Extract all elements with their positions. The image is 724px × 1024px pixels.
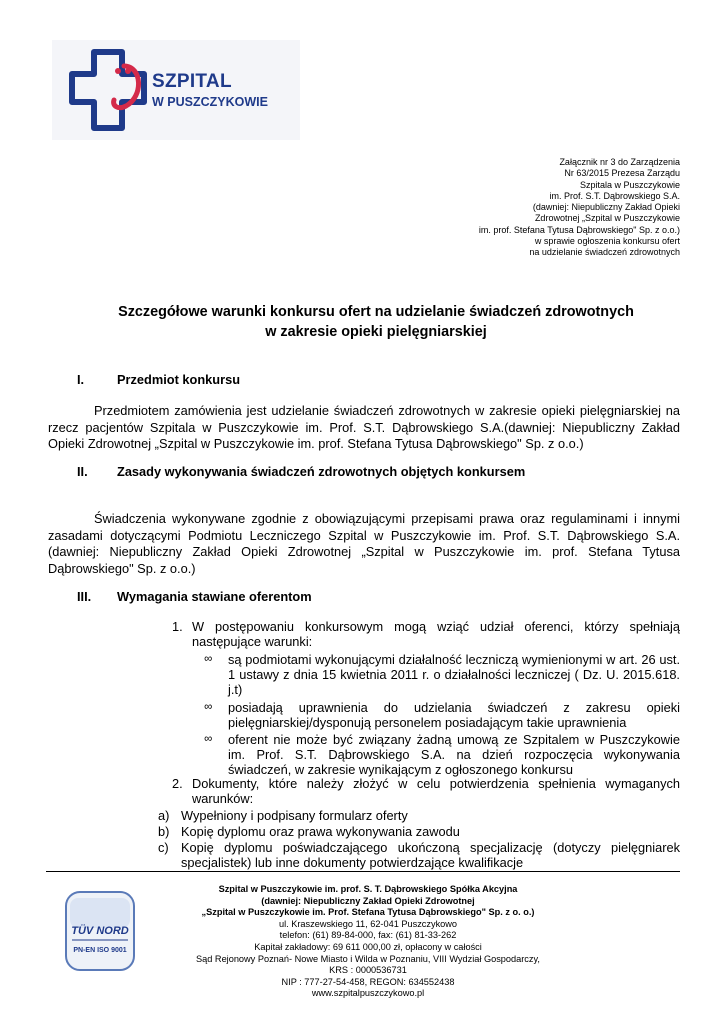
annex-line: im. Prof. S.T. Dąbrowskiego S.A. (549, 190, 680, 201)
cert-name: TÜV NORD (71, 925, 129, 937)
footer (158, 884, 578, 1000)
list-item (204, 652, 680, 698)
section-number: II. (77, 464, 88, 479)
list-letter: a) (158, 808, 170, 823)
section-1-text (48, 403, 680, 453)
tuv-nord-certificate-icon (64, 890, 136, 972)
list-item-text: Kopię dyplomu oraz prawa wykonywania zawodu (181, 824, 460, 839)
infinity-bullet-icon: ∞ (204, 653, 213, 665)
footer-capital: Kapitał zakładowy: 69 611 000,00 zł, opłacony w całości (254, 941, 482, 952)
footer-krs: KRS : 0000536731 (329, 965, 407, 976)
section-title: Zasady wykonywania świadczeń zdrowotnych objętych konkursem (117, 464, 526, 479)
footer-address: ul. Kraszewskiego 11, 62-041 Puszczykowo (278, 918, 458, 929)
document-title (40, 302, 712, 342)
list-item-text: Dokumenty, które należy złożyć w celu potwierdzenia spełnienia wymaganych warunków: (192, 776, 680, 807)
list-item-text: W postępowaniu konkursowym mogą wziąć udział oferenci, którzy spełniają następujące warunki: (192, 619, 680, 650)
list-item (204, 700, 680, 730)
annex-note (360, 157, 680, 259)
annex-line: Załącznik nr 3 do Zarządzenia (559, 157, 680, 167)
annex-line: (dawniej: Niepubliczny Zakład Opieki (532, 202, 680, 213)
bullet-text: są podmiotami wykonującymi działalność leczniczą wymienionymi w art. 26 ust. 1 ustawy z dnia 15 kwietnia 2011 r. o działalności leczniczej ( Dz. U. 2015.618. j.t) (228, 652, 680, 698)
list-number: 2. (172, 776, 183, 791)
logo-title: SZPITAL (152, 71, 232, 92)
footer-company-line: Szpital w Puszczykowie im. prof. S. T. Dąbrowskiego Spółka Akcyjna (218, 884, 518, 894)
title-line: w zakresie opieki pielęgniarskiej (265, 324, 487, 340)
requirements-list (204, 652, 680, 780)
list-item-text: Kopię dyplomu poświadczającego ukończoną specjalizację (dotyczy pielęgniarek specjalistek) lub inne dokumenty potwierdzające kwalifikacje (181, 840, 680, 871)
footer-company-line: (dawniej: Niepubliczny Zakład Opieki Zdrowotnej (261, 895, 475, 906)
list-item (181, 840, 680, 870)
list-letter: c) (158, 840, 169, 855)
section-2-heading (77, 464, 525, 479)
footer-nip: NIP : 777-27-54-458, REGON: 634552438 (281, 976, 455, 987)
bullet-text: oferent nie może być związany żadną umową ze Szpitalem w Puszczykowie im. Prof. S.T. Dąbrowskiego S.A. na dzień rozpoczęcia wykonywania świadczeń, w zakresie wynikającym z ogłoszonego konkursu (228, 732, 680, 778)
section-1-heading (77, 372, 240, 387)
section-3-heading (77, 589, 312, 604)
footer-company-line: „Szpital w Puszczykowie im. Prof. Stefana Tytusa Dąbrowskiego" Sp. z o. o.) (201, 907, 535, 918)
infinity-bullet-icon: ∞ (204, 733, 213, 746)
list-letter: b) (158, 824, 170, 839)
cert-standard: PN-EN ISO 9001 (73, 947, 127, 954)
footer-website-link[interactable]: www.szpitalpuszczykowo.pl (311, 988, 425, 999)
logo-subtitle: W PUSZCZYKOWIE (152, 95, 268, 109)
list-item (204, 732, 680, 778)
list-item (192, 619, 680, 649)
footer-phone: telefon: (61) 89-84-000, fax: (61) 81-33-262 (279, 930, 457, 941)
annex-line: na udzielanie świadczeń zdrowotnych (529, 247, 680, 258)
section-title: Przedmiot konkursu (117, 372, 241, 387)
annex-line: Zdrowotnej „Szpital w Puszczykowie (534, 213, 680, 224)
title-line: Szczegółowe warunki konkursu ofert na udzielanie świadczeń zdrowotnych (118, 304, 634, 320)
list-item (192, 776, 680, 806)
annex-line: w sprawie ogłoszenia konkursu ofert (534, 236, 680, 247)
footer-court: Sąd Rejonowy Poznań- Nowe Miasto i Wilda w Poznaniu, VIII Wydział Gospodarczy, (196, 953, 540, 964)
bullet-text: posiadają uprawnienia do udzielania świadczeń z zakresu opieki pielęgniarskiej/dysponują personelem posiadającym takie uprawnienia (228, 699, 680, 730)
infinity-bullet-icon: ∞ (204, 700, 213, 713)
section-number: III. (77, 589, 92, 604)
annex-line: Nr 63/2015 Prezesa Zarządu (564, 168, 680, 179)
list-item-text: Wypełniony i podpisany formularz oferty (181, 808, 408, 823)
paragraph: Przedmiotem zamówienia jest udzielanie świadczeń zdrowotnych w zakresie opieki pielęgniarskiej na rzecz pacjentów Szpitala w Puszczykowie im. Prof. S.T. Dąbrowskiego S.A.(dawniej: Niepubliczny Zakład Opieki Zdrowotnej „Szpital w Puszczykowie im. prof. Stefana Tytusa Dąbrowskiego" Sp. z o.o.) (48, 403, 680, 451)
paragraph: Świadczenia wykonywane zgodnie z obowiązującymi przepisami prawa oraz regulaminami i innymi zasadami dotyczącymi Podmiotu Leczniczego Szpital w Puszczykowie im. Prof. S.T. Dąbrowskiego S.A. (dawniej: Niepubliczny Zakład Opieki Zdrowotnej „Szpital w Puszczykowie im. prof. Stefana Tytusa Dąbrowskiego" Sp. z o.o.) (48, 511, 680, 576)
section-number: I. (77, 372, 85, 387)
annex-line: Szpitala w Puszczykowie (579, 179, 680, 190)
section-2-text (48, 511, 680, 577)
list-number: 1. (172, 619, 183, 634)
section-title: Wymagania stawiane oferentom (117, 589, 312, 604)
footer-divider (46, 871, 680, 872)
annex-line: im. prof. Stefana Tytusa Dąbrowskiego" Sp. z o.o.) (478, 224, 680, 235)
